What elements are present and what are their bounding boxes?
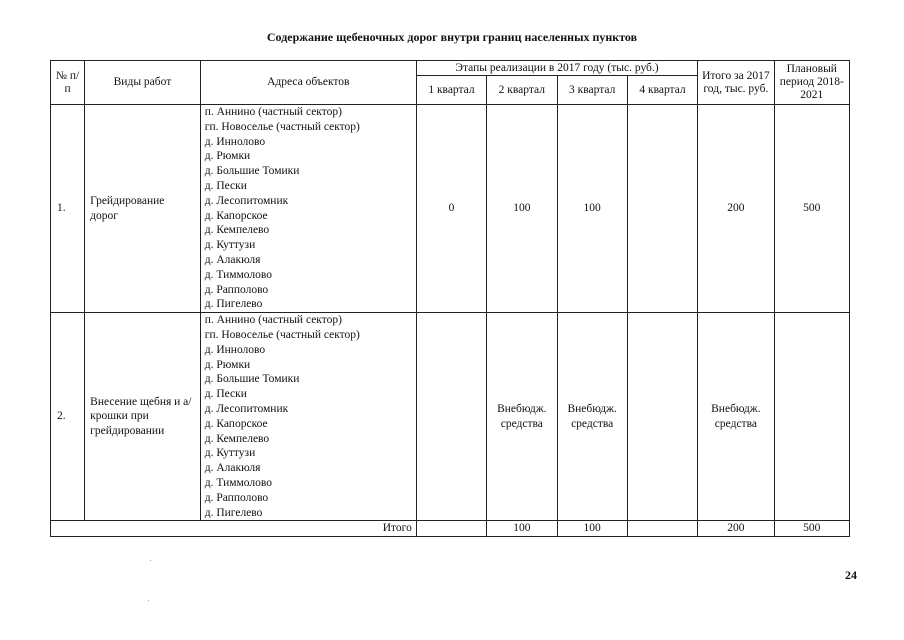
- address-item: д. Рюмки: [204, 358, 251, 371]
- address-item: д. Капорское: [204, 209, 268, 222]
- row-q3: 100: [557, 105, 627, 313]
- row-work-type: Внесение щебня и а/крошки при грейдировании: [85, 313, 201, 521]
- address-item: п. Аннино (частный сектор): [204, 106, 342, 118]
- address-item: д. Тиммолово: [204, 268, 272, 281]
- address-item: д. Рапполово: [204, 283, 269, 296]
- address-item: д. Алакюля: [204, 462, 261, 475]
- header-planned: Плановый период 2018-2021: [774, 61, 849, 105]
- total-q4: [627, 521, 697, 537]
- total-2017: 200: [698, 521, 774, 537]
- address-item: д. Лесопитомник: [204, 194, 289, 207]
- row-q4: [627, 105, 697, 313]
- address-item: д. Большие Томики: [204, 165, 300, 178]
- address-item: д. Пигелево: [204, 506, 263, 519]
- address-item: д. Рюмки: [204, 150, 251, 163]
- header-row-1: [51, 61, 850, 76]
- row-addresses: [200, 105, 416, 313]
- header-total-2017: Итого за 2017 год, тыс. руб.: [698, 61, 774, 105]
- row-q2: Внебюдж. средства: [487, 313, 557, 521]
- page-number: 24: [845, 568, 857, 582]
- row-work-type: Грейдирование дорог: [85, 105, 201, 313]
- address-item: д. Рапполово: [204, 491, 269, 504]
- table-row: [51, 313, 850, 521]
- address-item: д. Иннолово: [204, 343, 266, 356]
- address-item: д. Пески: [204, 388, 247, 401]
- address-item: д. Капорское: [204, 417, 268, 430]
- address-item: д. Тиммолово: [204, 476, 272, 489]
- row-q2: 100: [487, 105, 557, 313]
- total-row: [51, 521, 850, 537]
- address-item: д. Кемпелево: [204, 224, 270, 237]
- address-item: д. Пески: [204, 179, 247, 192]
- address-item: гп. Новоселье (частный сектор): [204, 120, 360, 133]
- row-q1: 0: [416, 105, 486, 313]
- row-num: 1.: [51, 105, 85, 313]
- address-item: д. Алакюля: [204, 253, 261, 266]
- row-total-2017: Внебюдж. средства: [698, 313, 774, 521]
- row-planned: [774, 313, 849, 521]
- header-addresses: Адреса объектов: [200, 61, 416, 105]
- address-item: д. Куттузи: [204, 239, 256, 252]
- address-item: гп. Новоселье (частный сектор): [204, 328, 360, 341]
- header-q4: 4 квартал: [627, 76, 697, 105]
- total-q2: 100: [487, 521, 557, 537]
- address-item: д. Кемпелево: [204, 432, 270, 445]
- table-row: [51, 105, 850, 313]
- row-q1: [416, 313, 486, 521]
- row-q4: [627, 313, 697, 521]
- works-table: [50, 60, 850, 537]
- address-item: д. Иннолово: [204, 135, 266, 148]
- header-work-type: Виды работ: [85, 61, 201, 105]
- total-q3: 100: [557, 521, 627, 537]
- page-title: Содержание щебеночных дорог внутри границ населенных пунктов: [266, 30, 638, 44]
- total-label: Итого: [51, 521, 417, 537]
- total-planned: 500: [774, 521, 849, 537]
- header-q2: 2 квартал: [487, 76, 557, 105]
- scan-speck: [150, 560, 151, 561]
- address-item: д. Большие Томики: [204, 373, 300, 386]
- row-planned: 500: [774, 105, 849, 313]
- row-num: 2.: [51, 313, 85, 521]
- header-q3: 3 квартал: [557, 76, 627, 105]
- header-num: № п/п: [51, 61, 85, 105]
- address-item: п. Аннино (частный сектор): [204, 314, 342, 327]
- address-item: д. Куттузи: [204, 447, 256, 460]
- header-stages: Этапы реализации в 2017 году (тыс. руб.): [416, 61, 697, 76]
- total-q1: [416, 521, 486, 537]
- address-item: д. Пигелево: [204, 298, 263, 311]
- row-total-2017: 200: [698, 105, 774, 313]
- scan-speck: [148, 600, 149, 601]
- row-q3: Внебюдж. средства: [557, 313, 627, 521]
- address-item: д. Лесопитомник: [204, 402, 289, 415]
- row-addresses: [200, 313, 416, 521]
- header-q1: 1 квартал: [416, 76, 486, 105]
